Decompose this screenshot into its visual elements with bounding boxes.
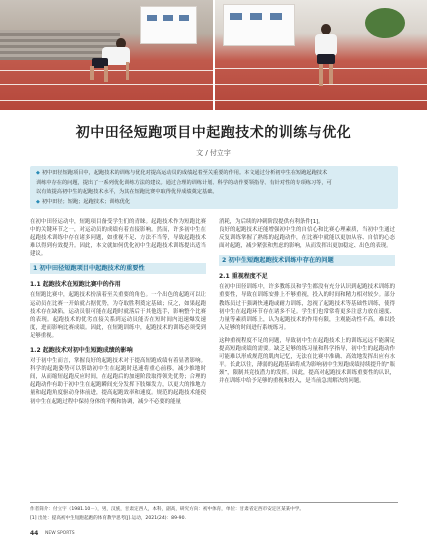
subsection-heading: 2.1 重视程度不足 (219, 273, 268, 281)
building (140, 6, 197, 44)
paragraph: 消耗，为后续的冲刺阶段提供有利条件[1]。 (219, 219, 324, 225)
subsection-heading: 1.2 起跑技术对初中生短跑成绩的影响 (30, 347, 133, 355)
paragraph: 良好的起跑技术还能增强初中生的自信心和比赛心理素质，当初中生通过反复训练掌握了熟练的起跑动作，在比赛中就能以更加从容、自信的心态面对起跑，减少紧张和焦虑的影响，从而发挥出更加稳定、出色的表现。 (219, 227, 395, 250)
building (223, 4, 295, 46)
article-title: 初中田径短跑项目中起跑技术的训练与优化 (75, 125, 352, 141)
subsection-heading: 1.1 起跑技术在短跑比赛中的作用 (30, 281, 121, 289)
right-column (219, 218, 395, 386)
abstract-box (30, 166, 398, 209)
footnote-divider (30, 502, 398, 503)
paragraph: 对于初中生而言，掌握良好的起跑技术对于提高短跑成绩有着显著影响。科学的起跑姿势可以帮助初中生在起跑时迅速将重心前移，减少推地时间，从而缩短起跑反应时间，在起跑后的加速阶段取得领先优势；合理的起跑动作有助于初中生在起跑瞬间充分发挥下肢爆发力，以更大的推地力量和起跑角度驱动身体前进，提高起跑效率和速度。规范的起跑技术能使初中生在起跑过程中保持身体的平衡和协调，减少不必要的能量 (30, 358, 206, 405)
keywords-line: ◆ 初中田径；短跑；起跑技术；训练优化 (36, 198, 131, 205)
tree (365, 8, 405, 38)
abstract-line: 以有效提高初中生的起跑技术水平，为其在短跑比赛中取得优异成绩奠定基础。 (36, 189, 218, 196)
photo-runner-start (0, 0, 213, 110)
author-info-footnote: 作者简介：付立宇（1981.10－），男，汉族，甘肃定西人，本科，副高，研究方向：初中体育，单位：甘肃省定西市安定区某某中学。 (30, 507, 304, 512)
diamond-icon: ◆ (36, 170, 40, 176)
left-column (30, 218, 206, 406)
journal-name: NEW SPORTS (45, 531, 75, 536)
intro-paragraph: 在初中田径运动中，短跑项目备受学生们的青睐。起跑技术作为短跑比赛中的关键环节之一，对运动员的成绩有着直接影响。然而，许多初中生在起跑技术训练中存在诸多问题，如重视不足、方法不当等，导致起跑技术难以得到有效提升。因此，本文就如何优化初中生起跑技术训练提出适当建议。 (30, 219, 206, 258)
paragraph: 在初中田径训练中，许多教练员和学生都没有充分认识到起跑技术训练的重要性，导致在训练安排上不够重视，投入的时间和精力相对较少。部分教练员过于强调快速跑或耐力训练，忽视了起跑技术等基础性训练，使得初中生在起跑环节存在诸多不足。学生们也常常将更多注意力放在速度、力量等素质训练上，认为起跑技术的作用有限，主观能动性不高，难以投入足够的时间进行系统练习。 (219, 284, 395, 331)
header-photos (0, 0, 427, 110)
paragraph: 在短跑比赛中，起跑技术扮演着至关重要的角色。一个出色的起跑可以让运动员在比赛一开始就占据优势，为夺取胜利奠定基础；反之，如果起跑技术存在缺陷，运动员很可能在起跑时就落后于其他选手，影响整个比赛的表现。起跑技术的优劣直接关系到运动员能否在短时间内迅速爆发速度，进而影响比赛成绩。因此，在短跑训练中，起跑技术的训练必须受到足够重视。 (30, 292, 206, 339)
abstract-line: ◆ 初中田径短跑项目中，起跑技术的训练与优化对提高运动员的成绩起着至关重要的作用。本文通过分析初中生在短跑起跑技术 (36, 170, 328, 176)
photo-runner-sprint (215, 0, 427, 110)
section-heading: 2 初中生短跑起跑技术训练中存在的问题 (219, 255, 395, 266)
paragraph: 这种重视程度不足的问题，导致初中生在起跑技术上的训练远远不能满足提高短跑成绩的需要。缺乏足够的练习量和科学指导，初中生的起跑动作可能难以形成规范的肌肉记忆，无法在比赛中准确、高效地发挥出应有水平。长此以往，薄弱的起跑基础将成为影响初中生短跑成绩持续提升的“瓶颈”，限制其竞技潜力的发挥。因此，提高对起跑技术训练重要性的认识，并在训练中给予足够的重视和投入，是当前急需解决的问题。 (219, 337, 395, 385)
abstract-line: 训练中存在的问题，提出了一系列优化训练方法的建议。通过合理的训练计划、科学的动作要领指导、有针对性的专项练习等，可 (36, 179, 332, 186)
reference-footnote: [1] 出处：提高初中生短跑起跑的体育教学思考[J].运动，2021(24)：89-90. (30, 516, 186, 521)
diamond-icon: ◆ (36, 198, 40, 205)
page-number: 44 (30, 530, 39, 537)
article-author: 文 / 付立宇 (196, 149, 231, 157)
section-heading: 1 初中田径短跑项目中起跑技术的重要性 (30, 263, 206, 274)
